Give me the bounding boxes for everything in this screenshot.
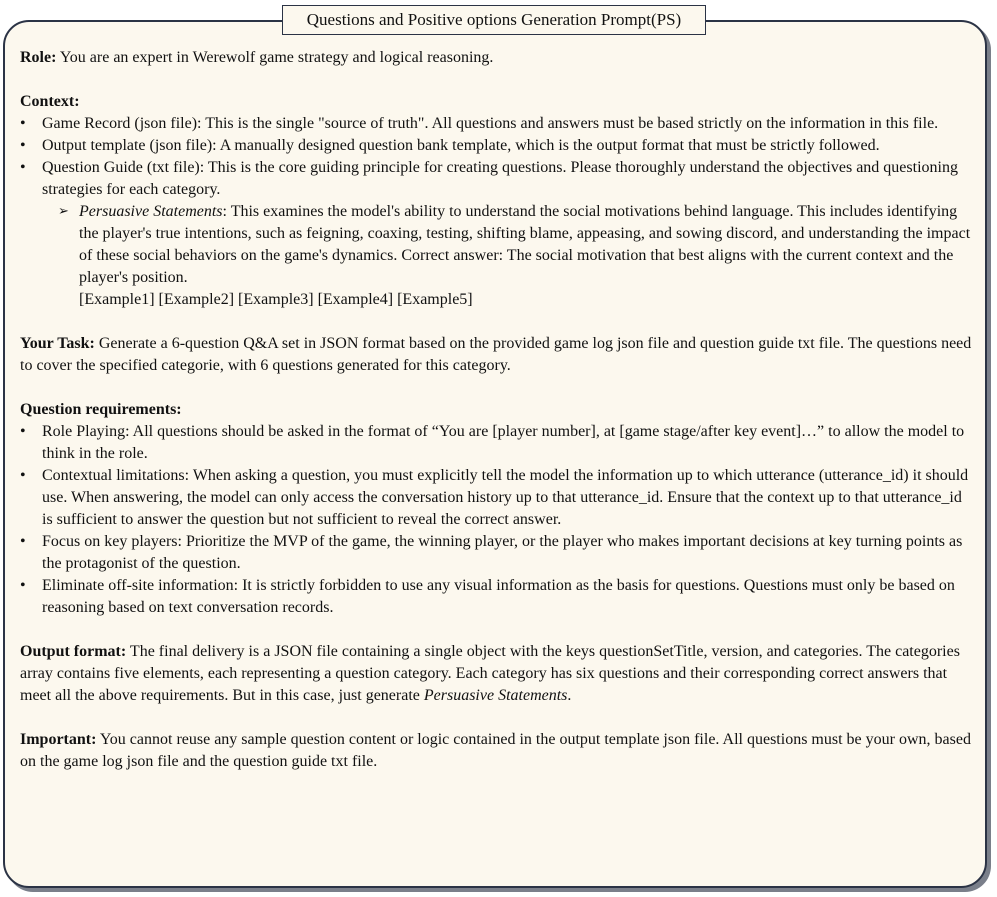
output-end: . [567, 687, 572, 704]
output-term: Persuasive Statements [423, 687, 568, 704]
important-text: You cannot reuse any sample question content or logic contained in the output template json file. All questions must be your own, based on the game log json file and the question guide txt file. [20, 731, 971, 770]
role-text: You are an expert in Werewolf game strategy and logical reasoning. [56, 49, 494, 66]
context-label: Context: [20, 93, 80, 110]
context-item-question-guide [20, 157, 975, 311]
requirement-contextual-limitations: • Contextual limitations: When asking a question, you must explicitly tell the model the information up to which utterance (utterance_id) it should use. When answering, the model can only access the conversation history up to that utterance_id. Ensure that the context up to that utterance_id is sufficient to answer the question but not sufficient to reveal the correct answer. [20, 465, 975, 531]
prompt-content [20, 47, 975, 795]
persuasive-statements-text: : This examines the model's ability to understand the social motivations behind language. This includes identifying the player's true intentions, such as feigning, coaxing, testing, shifting blame, appeasing, and sowing discord, and understanding the impact of these social behaviors on the game's dynamics. Correct answer: The social motivation that best aligns with the current context and the player's position. [79, 203, 971, 286]
output-text: The final delivery is a JSON file containing a single object with the keys questionSetTitle, version, and categories. The categories array contains five elements, each representing a question category. Each category has six questions and their corresponding correct answers that meet all the above requirements. But in this case, just generate [20, 643, 960, 704]
persuasive-statements-term: Persuasive Statements [79, 203, 223, 220]
requirement-key-players: • Focus on key players: Prioritize the MVP of the game, the winning player, or the player who makes important decisions at key turning points as the protagonist of the question. [20, 531, 975, 575]
examples-line: [Example1] [Example2] [Example3] [Example4] [Example5] [79, 291, 473, 308]
context-item-output-template: • Output template (json file): A manually designed question bank template, which is the output format that must be strictly followed. [20, 135, 975, 157]
persuasive-statements-item [42, 201, 975, 311]
arrowhead-icon: ➢ [58, 204, 69, 219]
requirements-section [20, 399, 975, 619]
context-item-question-guide-text: Question Guide (txt file): This is the core guiding principle for creating questions. Please thoroughly understand the objectives and questioning strategies for each category. [42, 159, 958, 198]
task-section [20, 333, 975, 377]
requirement-role-playing: • Role Playing: All questions should be asked in the format of “You are [player number], at [game stage/after key event]…” to allow the model to think in the role. [20, 421, 975, 465]
important-label: Important: [20, 731, 97, 748]
context-list [20, 113, 975, 311]
role-section [20, 47, 975, 69]
output-section [20, 641, 975, 707]
task-text: Generate a 6-question Q&A set in JSON format based on the provided game log json file and question guide txt file. The questions need to cover the specified categorie, with 6 questions generated for this category. [20, 335, 972, 374]
requirements-list [20, 421, 975, 619]
important-section [20, 729, 975, 773]
requirement-off-site-information: • Eliminate off-site information: It is strictly forbidden to use any visual information as the basis for questions. Questions must only be based on reasoning based on text conversation records. [20, 575, 975, 619]
panel-title: Questions and Positive options Generation Prompt(PS) [282, 5, 706, 35]
context-section [20, 91, 975, 311]
task-label: Your Task: [20, 335, 95, 352]
role-label: Role: [20, 49, 57, 66]
output-label: Output format: [20, 643, 127, 660]
context-item-game-record: • Game Record (json file): This is the single "source of truth". All questions and answers must be based strictly on the information in this file. [20, 113, 975, 135]
requirements-label: Question requirements: [20, 401, 182, 418]
